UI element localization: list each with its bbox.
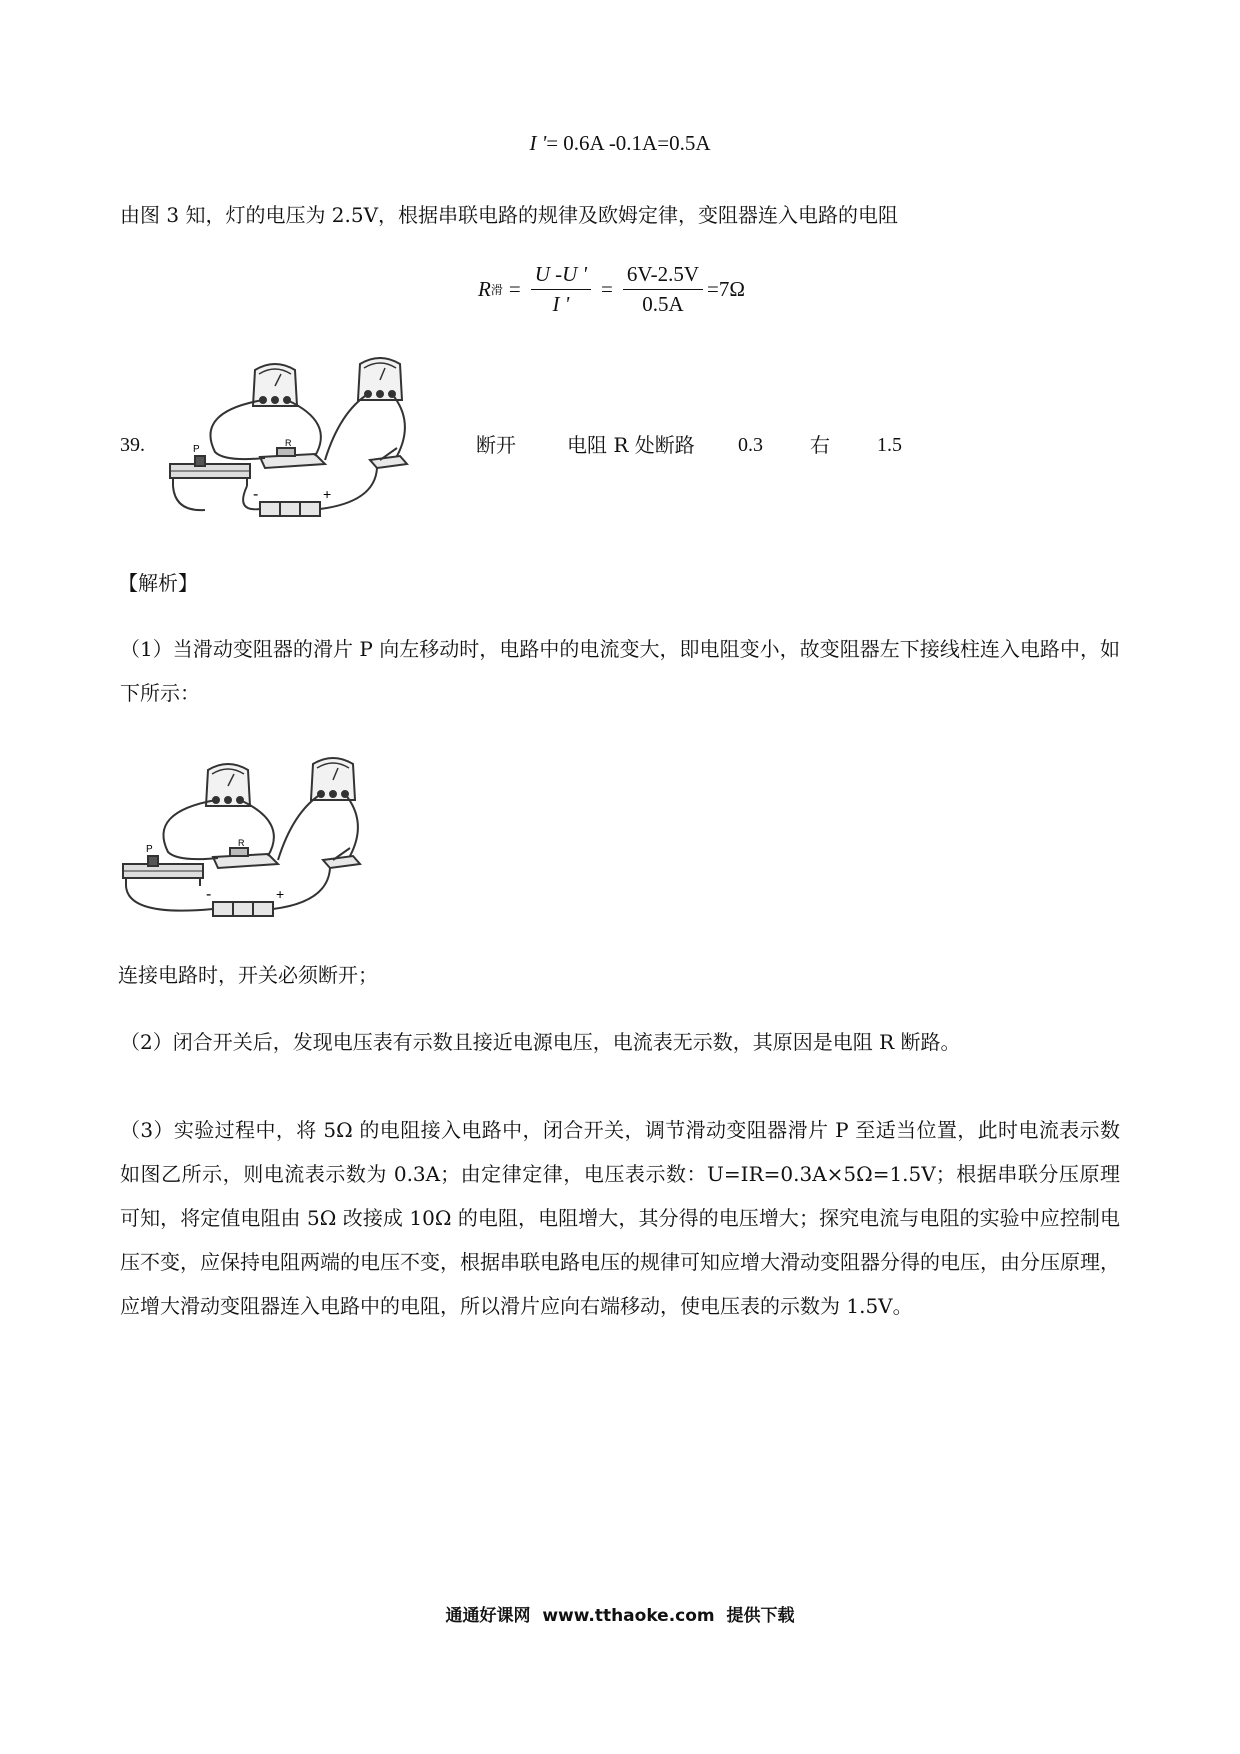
- circuit-figure-bottom: [118, 752, 388, 922]
- battery-minus-label: -: [253, 486, 259, 503]
- page-footer: 通通好课网 www.tthaoke.com 提供下载: [445, 1606, 795, 1626]
- equation-current: [0, 128, 1240, 158]
- slider-label-2: P: [146, 844, 153, 855]
- resistor-label: R: [285, 438, 292, 448]
- circuit-figure-top: [165, 352, 435, 522]
- fraction-symbolic-numerator: U -U ': [531, 262, 591, 290]
- fraction-numeric: [623, 262, 703, 317]
- equation-resistance-symbol: R: [478, 277, 491, 301]
- answer-voltage: 1.5: [877, 434, 902, 456]
- analysis-part1: （1）当滑动变阻器的滑片 P 向左移动时，电路中的电流变大，即电阻变小，故变阻器左下接线柱连入电路中，如下所示：: [120, 637, 1120, 705]
- circuit-diagram-connected: [118, 752, 388, 922]
- equation-current-lhs: I ': [529, 131, 547, 155]
- fraction-numeric-numerator: 6V-2.5V: [623, 262, 703, 290]
- analysis-part2: （2）闭合开关后，发现电压表有示数且接近电源电压，电流表无示数，其原因是电阻 R 断路。: [120, 1030, 961, 1054]
- answer-direction: 右: [810, 433, 830, 457]
- equation-resistance: R 滑 = $\frac{U -U '}{I '}$ = $\frac{6V-2.5V}{0.5A}$ =7Ω: [478, 262, 745, 316]
- paragraph-figure3: 由图 3 知，灯的电压为 2.5V，根据串联电路的规律及欧姆定律，变阻器连入电路的电阻: [120, 203, 899, 227]
- equation-resistance-subscript: 滑: [490, 283, 503, 297]
- answer-current: 0.3: [738, 434, 763, 456]
- answer-switch: 断开: [476, 433, 516, 457]
- fraction-symbolic-denominator: I ': [552, 292, 570, 316]
- resistor-label-2: R: [238, 838, 245, 848]
- fraction-numeric-denominator: 0.5A: [642, 292, 684, 316]
- circuit-diagram: [165, 352, 435, 522]
- answer-fault: 电阻 R 处断路: [567, 433, 695, 457]
- battery-plus-label-2: +: [276, 886, 285, 902]
- equation-current-rhs: = 0.6A -0.1A=0.5A: [546, 131, 711, 155]
- fraction-symbolic: [531, 262, 591, 317]
- slider-label: P: [193, 444, 200, 455]
- battery-minus-label-2: -: [206, 886, 212, 903]
- analysis-part3: （3）实验过程中，将 5Ω 的电阻接入电路中，闭合开关，调节滑动变阻器滑片 P 至适当位置，此时电流表示数如图乙所示，则电流表示数为 0.3A；由定律定律，电压表示数：U=IR=0.3A×5Ω=1.5V；根据串联分压原理可知，将定值电阻由 5Ω 改接成 10Ω 的电阻，电阻增大，其分得的电压增大；探究电流与电阻的实验中应控制电压不变，应保持电阻两端的电压不变，根据串联电路电压的规律可知应增大滑动变阻器分得的电压，由分压原理，应增大滑动变阻器连入电路中的电阻，所以滑片应向右端移动，使电压表的示数为 1.5V。: [120, 1118, 1120, 1318]
- equation-resistance-result: =7Ω: [707, 277, 745, 301]
- battery-plus-label: +: [323, 486, 332, 502]
- connect-note: 连接电路时，开关必须断开；: [118, 963, 378, 987]
- analysis-heading: 【解析】: [118, 571, 198, 595]
- question-number: 39.: [120, 434, 145, 456]
